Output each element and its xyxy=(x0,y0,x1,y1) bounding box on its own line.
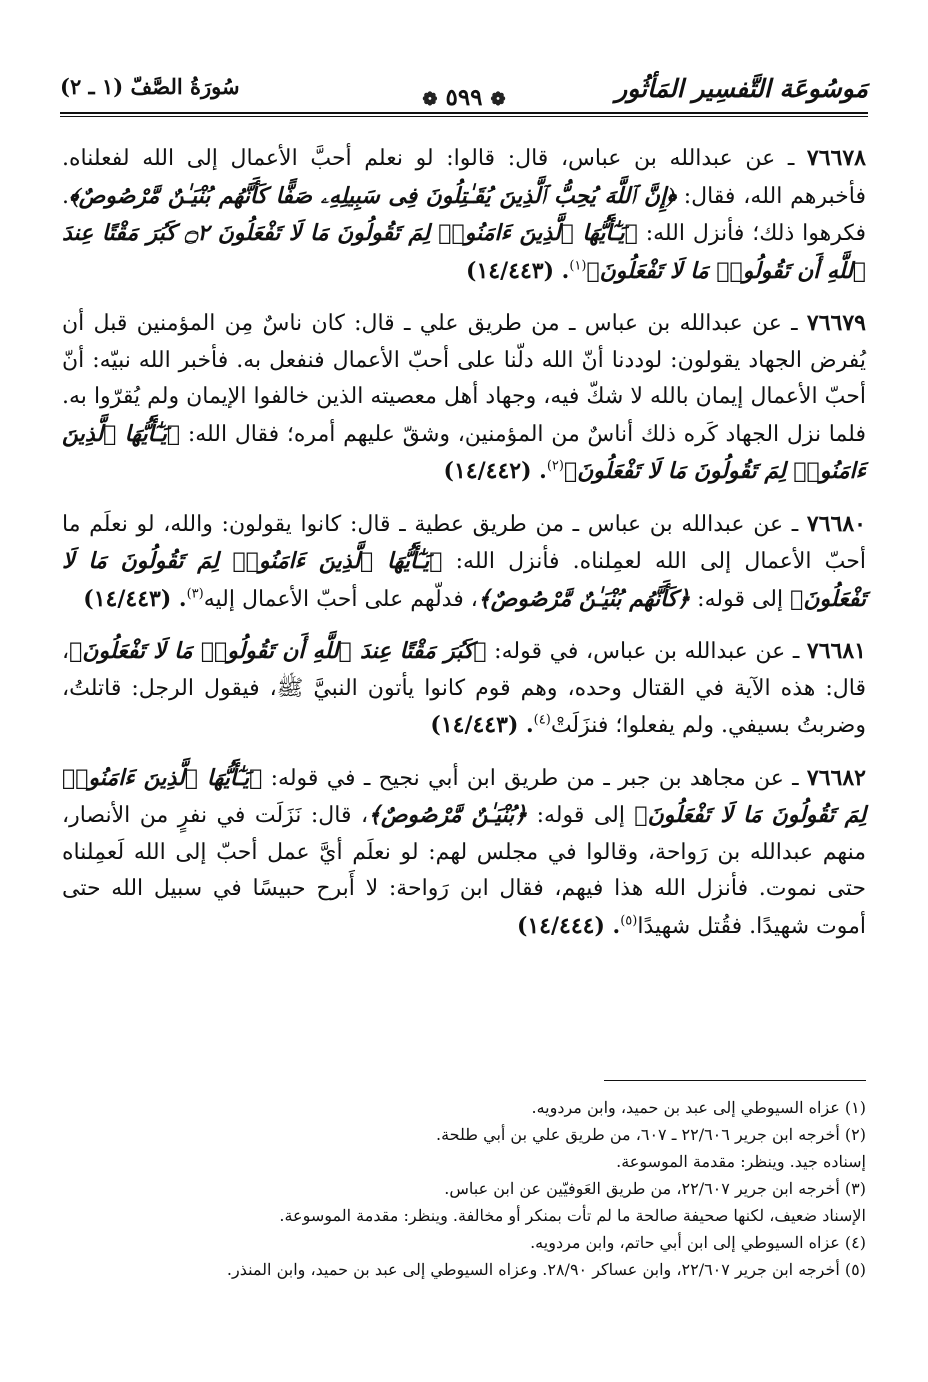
quran-verse: ﴿كَبُرَ مَقْتًا عِندَ ٱللَّهِ أَن تَقُولُوا۟ مَا لَا تَفْعَلُونَ﴾ xyxy=(69,638,487,664)
page-number-block xyxy=(60,84,868,111)
header-rule xyxy=(60,116,868,117)
narration-text: ـ عن عبدالله بن عباس، في قوله: xyxy=(486,639,807,664)
narration-entry xyxy=(62,140,866,290)
footnote: الإسناد ضعيف، لكنها صحيفة صالحة ما لم تأت بمنكر أو مخالفة. وينظر: مقدمة الموسوعة. xyxy=(279,1206,866,1225)
ornament-icon: ❁ xyxy=(422,89,438,110)
narration-text: ـ عن عبدالله بن عباس ـ من طريق عطية ـ قال: كانوا يقولون: والله، لو نعلَم ما أحبّ الأعمال إلى الله لعمِلناه. فأنزل الله: xyxy=(62,511,866,574)
footnote: (٣) أخرجه ابن جرير ٢٢/٦٠٧، من طريق العَوفيّين عن ابن عباس. xyxy=(444,1179,866,1198)
narration-text: ، قال: نَزَلَت في نفرٍ من الأنصار، منهم عبدالله بن رَواحة، وقالوا في مجلس لهم: لو نعلَم أيَّ عمل أحبّ إلى الله لَعمِلناه حتى نموت. فأنزل الله هذا فيهم، فقال ابن رَواحة: لا أَبرح حبيسًا في سبيل الله حتى أموت شهيدًا. فقُتل شهيدًا xyxy=(62,803,866,939)
narration-text: ، فدلّهم على أحبّ الأعمال إليه xyxy=(203,586,478,612)
narration-text: . فكرهوا ذلك؛ فأنزل الله: xyxy=(62,183,867,246)
footnote: (٢) أخرجه ابن جرير ٢٢/٦٠٦ ـ ٦٠٧، من طريق علي بن أبي طلحة. xyxy=(436,1125,866,1144)
quran-verse: ﴿بُنْيَـٰنٌ مَّرْصُوصٌ﴾ xyxy=(368,802,528,828)
footnote: (٤) عزاه السيوطي إلى ابن أبي حاتم، وابن مردويه. xyxy=(530,1233,866,1252)
footnote-marker[interactable]: (٢) xyxy=(546,458,564,474)
narration-entry xyxy=(62,305,866,491)
narration-entry xyxy=(62,760,866,946)
footnote: إسناده جيد. وينظر: مقدمة الموسوعة. xyxy=(616,1152,866,1171)
volume-reference: . (١٤/٤٤٣) xyxy=(430,712,534,738)
footnote-marker[interactable]: (٣) xyxy=(186,586,204,602)
footnote-separator xyxy=(604,1080,866,1081)
page-number: ٥٩٩ xyxy=(445,84,483,111)
quran-verse: ﴿كَأَنَّهُم بُنْيَـٰنٌ مَّرْصُوصٌ﴾ xyxy=(477,585,691,612)
volume-reference: . (١٤/٤٤٤) xyxy=(516,912,621,939)
quran-verse: ﴿إِنَّ ٱللَّهَ يُحِبُّ ٱلَّذِينَ يُقَـٰتِلُونَ فِى سَبِيلِهِۦ صَفًّا كَأَنَّهُم بُنْيَـٰنٌ مَّرْصُوصٌ﴾ xyxy=(69,182,676,209)
footnote-marker[interactable]: (١) xyxy=(569,258,587,274)
running-header xyxy=(60,66,868,126)
narration-text: ، قال: هذه الآية في القتال وحده، وهم قوم كانوا يأتون النبيَّ ﷺ، فيقول الرجل: قاتلتُ، وضربتُ بسيفي. ولم يفعلوا؛ فنزَلَتْ xyxy=(62,639,866,738)
book-title: مَوسُوعَة التَّفسِير المَأثُور xyxy=(615,74,868,103)
narration-number: ٧٦٦٧٩ xyxy=(806,310,866,336)
volume-reference: . (١٤/٤٤٣) xyxy=(83,585,187,612)
footnote-marker[interactable]: (٥) xyxy=(620,913,638,929)
narration-text: ـ عن عبدالله بن عباس، قال: قالوا: لو نعلم أحبَّ الأعمال إلى الله لفعلناه. فأخبرهم الله، فقال: xyxy=(62,146,867,209)
narration-text: إلى قوله: xyxy=(690,586,791,612)
narration-text: ـ عن مجاهد بن جبر ـ من طريق ابن أبي نجيح ـ في قوله: xyxy=(262,765,807,791)
quran-verse: ﴿يَـٰٓأَيُّهَا ٱلَّذِينَ ءَامَنُوا۟ لِمَ تَقُولُونَ مَا لَا تَفْعَلُونَ﴾ xyxy=(62,764,866,828)
volume-reference: . (١٤/٤٤٣) xyxy=(466,257,570,284)
header-rule xyxy=(60,112,868,114)
quran-verse: ﴿يَـٰٓأَيُّهَا ٱلَّذِينَ ءَامَنُوا۟ لِمَ تَقُولُونَ مَا لَا تَفْعَلُونَ﴾ xyxy=(62,548,866,612)
narration-number: ٧٦٦٨١ xyxy=(806,638,866,664)
narration-entry xyxy=(62,506,866,619)
surah-name: سُورَةُ الصَّفّ (١ ـ ٢) xyxy=(60,74,240,99)
narration-text: ـ عن عبدالله بن عباس ـ من طريق علي ـ قال: كان ناسٌ مِن المؤمنين قبل أن يُفرض الجهاد يقولون: لوددنا أنّ الله دلّنا على أحبّ الأعمال فنفعل به. فأخبر الله نبيّه: أنّ أحبّ الأعمال إيمان بالله لا شكّ فيه، وجهاد أهل معصيته الذين خالفوا الإيمان ولم يُقرّوا به. فلما نزل الجهاد كَره ذلك أناسٌ من المؤمنين، وشقّ عليهم أمره؛ فقال الله: xyxy=(62,311,866,447)
narration-number: ٧٦٦٧٨ xyxy=(806,145,866,171)
narration-text: إلى قوله: xyxy=(527,803,635,828)
main-text xyxy=(62,140,866,960)
narration-number: ٧٦٦٨٠ xyxy=(806,510,866,537)
quran-verse: ﴿يَـٰٓأَيُّهَا ٱلَّذِينَ ءَامَنُوا۟ لِمَ تَقُولُونَ مَا لَا تَفْعَلُونَ ۝٢ كَبُرَ مَقْتًا عِندَ ٱللَّهِ أَن تَقُولُوا۟ مَا لَا تَفْعَلُونَ﴾ xyxy=(62,220,866,284)
volume-reference: . (١٤/٤٤٢) xyxy=(443,458,547,484)
footnotes xyxy=(62,1094,866,1283)
footnote-marker[interactable]: (٤) xyxy=(533,712,551,728)
narration-entry xyxy=(62,633,866,745)
footnote: (٥) أخرجه ابن جرير ٢٢/٦٠٧، وابن عساكر ٢٨/٩٠. وعزاه السيوطي إلى عبد بن حميد، وابن المنذر. xyxy=(226,1260,866,1279)
footnote: (١) عزاه السيوطي إلى عبد بن حميد، وابن مردويه. xyxy=(531,1098,866,1117)
ornament-icon: ❁ xyxy=(490,89,506,110)
quran-verse: ﴿يَـٰٓأَيُّهَا ٱلَّذِينَ ءَامَنُوا۟ لِمَ تَقُولُونَ مَا لَا تَفْعَلُونَ﴾ xyxy=(62,420,866,484)
narration-number: ٧٦٦٨٢ xyxy=(806,764,866,791)
